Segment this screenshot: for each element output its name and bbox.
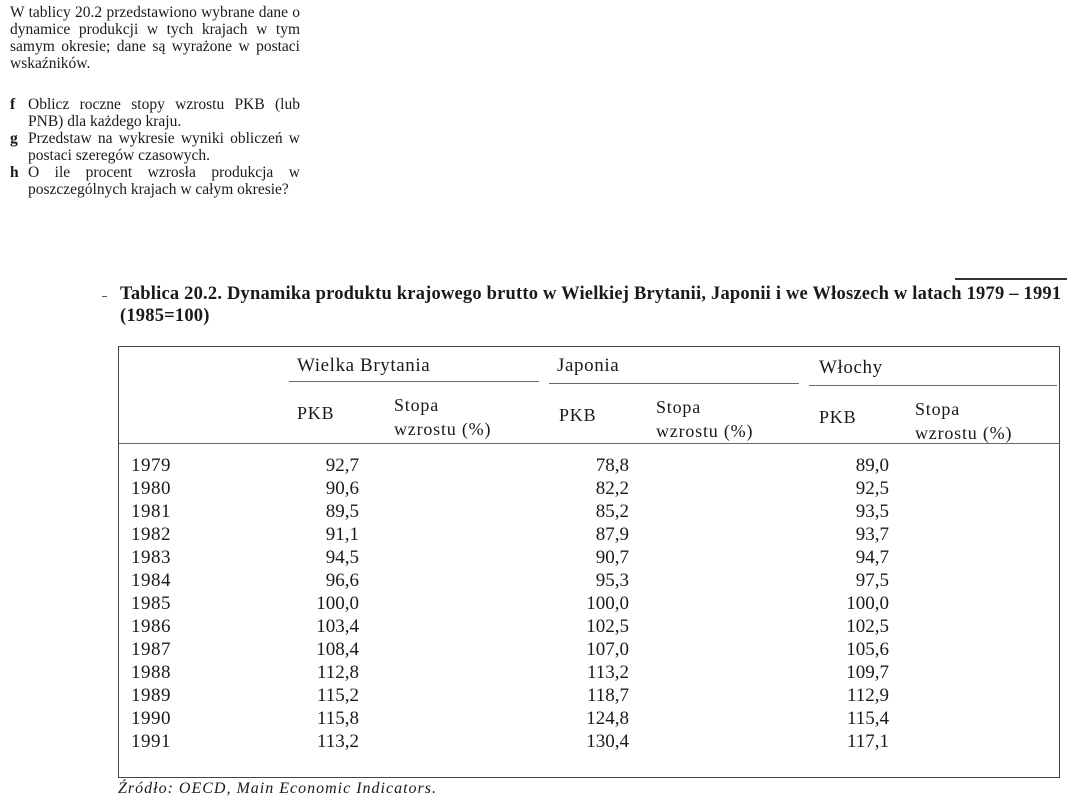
year-cell: 1985 [131, 593, 171, 614]
table-row [119, 501, 1059, 524]
header-bottom-rule [119, 443, 1059, 444]
year-cell: 1988 [131, 662, 171, 683]
uk-pkb-cell: 89,5 [325, 501, 359, 522]
table-row [119, 662, 1059, 685]
uk-pkb-cell: 92,7 [325, 455, 359, 476]
italy-pkb-cell: 112,9 [846, 685, 889, 706]
task-item [10, 130, 300, 164]
subheader-rate-line2: wzrostu (%) [915, 423, 1013, 443]
table-row [119, 593, 1059, 616]
japan-pkb-cell: 85,2 [595, 501, 629, 522]
subheader-rate-line1: Stopa [394, 395, 440, 415]
data-table [118, 346, 1060, 778]
header-rule-japan [549, 383, 799, 384]
task-letter: g [10, 130, 18, 147]
task-letter: f [10, 96, 16, 113]
subheader-pkb: PKB [559, 405, 597, 425]
italy-pkb-cell: 94,7 [855, 547, 889, 568]
italy-pkb-cell: 97,5 [855, 570, 889, 591]
table-row [119, 731, 1059, 754]
year-cell: 1990 [131, 708, 171, 729]
header-japan: Japonia [557, 355, 620, 376]
japan-pkb-cell: 90,7 [595, 547, 629, 568]
uk-pkb-cell: 103,4 [316, 616, 359, 637]
uk-pkb-cell: 112,8 [316, 662, 359, 683]
japan-pkb-cell: 100,0 [586, 593, 629, 614]
intro-paragraph [10, 4, 300, 72]
table-row [119, 685, 1059, 708]
year-cell: 1991 [131, 731, 171, 752]
table-row [119, 570, 1059, 593]
subheader-rate-line2: wzrostu (%) [394, 419, 492, 439]
table-row [119, 708, 1059, 731]
italy-pkb-cell: 105,6 [846, 639, 889, 660]
header-uk: Wielka Brytania [297, 355, 431, 376]
table-row [119, 639, 1059, 662]
task-text: Przedstaw na wykresie wyniki obliczeń w postaci szeregów czasowych. [28, 130, 300, 164]
uk-pkb-cell: 115,8 [316, 708, 359, 729]
japan-pkb-cell: 82,2 [595, 478, 629, 499]
table-row [119, 616, 1059, 639]
uk-pkb-cell: 100,0 [316, 593, 359, 614]
japan-pkb-cell: 102,5 [586, 616, 629, 637]
uk-pkb-cell: 91,1 [325, 524, 359, 545]
italy-pkb-cell: 117,1 [846, 731, 889, 752]
intro-text: W tablicy 20.2 przedstawiono wybrane dane o dynamice produkcji w tych krajach w tym samym okresie; dane są wyrażone w postaci wskaźników. [10, 4, 300, 72]
italy-pkb-cell: 89,0 [855, 455, 889, 476]
table-row [119, 547, 1059, 570]
task-item [10, 164, 300, 198]
japan-pkb-cell: 78,8 [595, 455, 629, 476]
table-row [119, 455, 1059, 478]
subheader-rate-line1: Stopa [915, 399, 961, 419]
subheader-rate [915, 397, 1012, 445]
uk-pkb-cell: 108,4 [316, 639, 359, 660]
header-rule-italy [809, 385, 1057, 386]
uk-pkb-cell: 96,6 [325, 570, 359, 591]
uk-pkb-cell: 115,2 [316, 685, 359, 706]
header-italy: Włochy [819, 357, 883, 378]
task-item [10, 96, 300, 130]
japan-pkb-cell: 130,4 [586, 731, 629, 752]
subheader-rate [656, 395, 753, 443]
italy-pkb-cell: 100,0 [846, 593, 889, 614]
header-rule-uk [289, 381, 539, 382]
subheader-pkb: PKB [297, 403, 335, 423]
table-row [119, 524, 1059, 547]
year-cell: 1981 [131, 501, 171, 522]
italy-pkb-cell: 102,5 [846, 616, 889, 637]
year-cell: 1989 [131, 685, 171, 706]
source-note: Źródło: OECD, Main Economic Indicators. [118, 780, 437, 797]
japan-pkb-cell: 124,8 [586, 708, 629, 729]
italy-pkb-cell: 109,7 [846, 662, 889, 683]
italy-pkb-cell: 93,7 [855, 524, 889, 545]
uk-pkb-cell: 90,6 [325, 478, 359, 499]
japan-pkb-cell: 113,2 [586, 662, 629, 683]
japan-pkb-cell: 87,9 [595, 524, 629, 545]
uk-pkb-cell: 94,5 [325, 547, 359, 568]
subheader-pkb: PKB [819, 407, 857, 427]
table-row [119, 478, 1059, 501]
subheader-rate-line2: wzrostu (%) [656, 421, 754, 441]
task-text: O ile procent wzrosła produkcja w poszczególnych krajach w całym okresie? [28, 164, 300, 198]
subheader-rate-line1: Stopa [656, 397, 702, 417]
italy-pkb-cell: 93,5 [855, 501, 889, 522]
italy-pkb-cell: 92,5 [855, 478, 889, 499]
year-cell: 1979 [131, 455, 171, 476]
year-cell: 1986 [131, 616, 171, 637]
japan-pkb-cell: 95,3 [595, 570, 629, 591]
year-cell: 1980 [131, 478, 171, 499]
task-letter: h [10, 164, 19, 181]
task-text: Oblicz roczne stopy wzrostu PKB (lub PNB) dla każdego kraju. [28, 96, 300, 130]
margin-dash [102, 296, 107, 297]
japan-pkb-cell: 107,0 [586, 639, 629, 660]
year-cell: 1987 [131, 639, 171, 660]
year-cell: 1983 [131, 547, 171, 568]
subheader-rate [394, 393, 491, 441]
top-rule [955, 278, 1067, 280]
italy-pkb-cell: 115,4 [846, 708, 889, 729]
task-list [10, 96, 300, 198]
year-cell: 1984 [131, 570, 171, 591]
year-cell: 1982 [131, 524, 171, 545]
uk-pkb-cell: 113,2 [316, 731, 359, 752]
japan-pkb-cell: 118,7 [586, 685, 629, 706]
table-caption: Tablica 20.2. Dynamika produktu krajowego brutto w Wielkiej Brytanii, Japonii i we Włoszech w latach 1979 – 1991 (1985=100) [120, 284, 1062, 326]
